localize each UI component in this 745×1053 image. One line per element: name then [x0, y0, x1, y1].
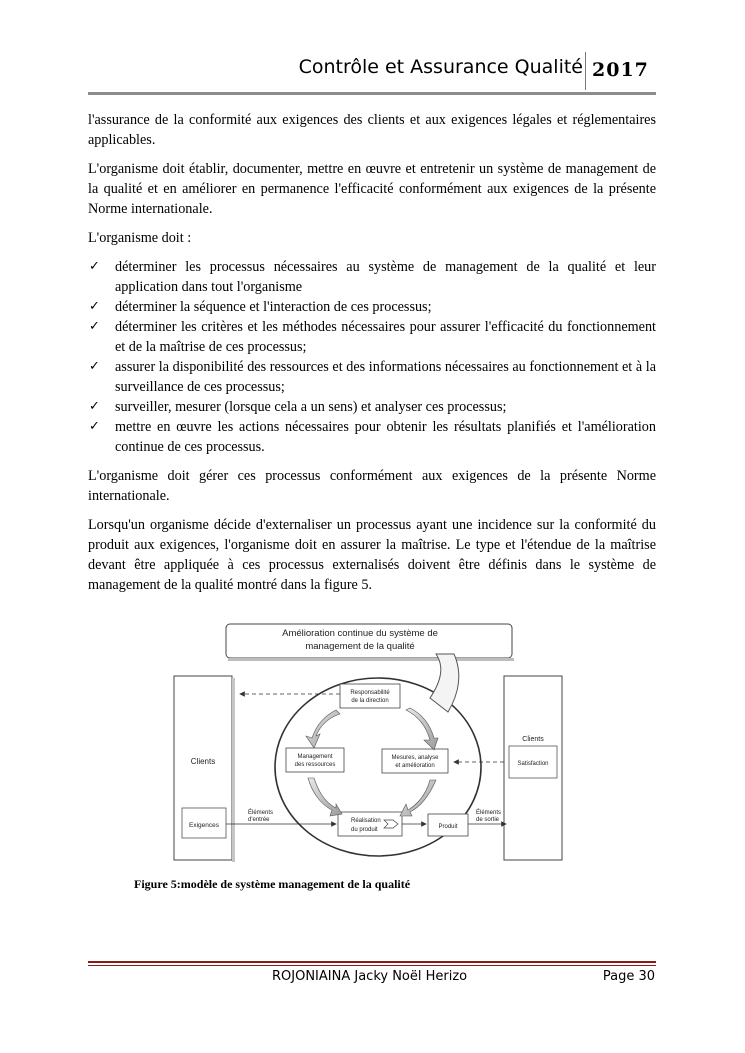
footer-rule — [88, 965, 656, 966]
right-clients-box — [504, 676, 562, 860]
mesures-line2: et amélioration — [395, 763, 435, 769]
improvement-title-line2: management de la qualité — [305, 641, 415, 652]
sortie-line1: Éléments — [476, 810, 502, 816]
list-item — [88, 397, 656, 417]
bullet-list — [88, 257, 656, 457]
left-clients-box — [174, 676, 235, 862]
produit-box — [428, 814, 468, 836]
management-box — [286, 748, 344, 772]
checkmark-icon: ✓ — [89, 359, 100, 374]
mesures-box — [382, 749, 448, 773]
checkmark-icon: ✓ — [89, 319, 100, 334]
list-item — [88, 297, 656, 317]
checkmark-icon: ✓ — [89, 419, 100, 434]
list-item — [88, 417, 656, 457]
list-item-text: mettre en œuvre les actions nécessaires pour obtenir les résultats planifiés et l'amélioration continue de ces processus. — [115, 419, 656, 455]
list-item — [88, 317, 656, 357]
page-number: Page 30 — [602, 969, 655, 984]
realisation-box — [338, 812, 402, 836]
paragraph: L'organisme doit : — [88, 230, 192, 246]
right-clients-label: Clients — [522, 736, 544, 743]
entree-line2: d'entrée — [248, 817, 270, 823]
paragraph: Lorsqu'un organisme décide d'externaliser un processus ayant une incidence sur la conformité du produit aux exigences, l'organisme doit en assurer la maîtrise. Le type et l'étendue de la maîtrise devant être appliquée à ces processus externalisés doivent être définis dans le système de management de la qualité montré dans la figure 5. — [88, 517, 656, 593]
satisfaction-label: Satisfaction — [517, 761, 549, 767]
management-line1: Management — [297, 754, 333, 760]
entree-line1: Éléments — [248, 810, 274, 816]
header-rule — [88, 92, 656, 95]
left-clients-label: Clients — [190, 757, 216, 766]
paragraph: L'organisme doit gérer ces processus conformément aux exigences de la présente Norme internationale. — [88, 468, 656, 504]
footer-rule — [88, 961, 656, 963]
qms-process-diagram — [160, 618, 549, 862]
header-title: Contrôle et Assurance Qualité — [298, 56, 583, 78]
list-item — [88, 357, 656, 397]
list-item-text: surveiller, mesurer (lorsque cela a un sens) et analyser ces processus; — [115, 399, 507, 415]
checkmark-icon: ✓ — [89, 399, 100, 414]
header-separator — [585, 52, 586, 90]
realisation-line2: du produit — [351, 827, 378, 833]
management-line2: des ressources — [294, 762, 336, 768]
continuous-improvement-box — [226, 624, 514, 661]
header-year: 2017 — [592, 59, 649, 81]
document-body — [88, 110, 656, 604]
list-item-text: déterminer les processus nécessaires au système de management de la qualité et leur application dans tout l'organisme — [115, 259, 656, 295]
responsabilite-line1: Responsabilité — [350, 690, 390, 696]
responsabilite-line2: de la direction — [351, 698, 389, 704]
list-item — [88, 257, 656, 297]
checkmark-icon: ✓ — [89, 259, 100, 274]
paragraph: L'organisme doit établir, documenter, mettre en œuvre et entretenir un système de management de la qualité et en améliorer en permanence l'efficacité conformément aux exigences de la présente Norme internationale. — [88, 161, 656, 217]
exigences-label: Exigences — [189, 822, 219, 829]
mesures-line1: Mesures, analyse — [391, 755, 439, 761]
list-item-text: assurer la disponibilité des ressources et des informations nécessaires au fonctionnement et à la surveillance de ces processus; — [115, 359, 656, 395]
sortie-line2: de sortie — [476, 817, 500, 823]
footer-author: ROJONIAINA Jacky Noël Herizo — [272, 969, 468, 984]
paragraph: l'assurance de la conformité aux exigences des clients et aux exigences légales et réglementaires applicables. — [88, 112, 656, 148]
list-item-text: déterminer les critères et les méthodes nécessaires pour assurer l'efficacité du fonctionnement et de la maîtrise de ces processus; — [115, 319, 656, 355]
checkmark-icon: ✓ — [89, 299, 100, 314]
list-item-text: déterminer la séquence et l'interaction de ces processus; — [115, 299, 432, 315]
responsabilite-box — [340, 684, 400, 708]
improvement-title-line1: Amélioration continue du système de — [282, 628, 438, 639]
realisation-line1: Réalisation — [351, 818, 381, 824]
produit-label: Produit — [438, 824, 458, 830]
figure-caption: Figure 5:modèle de système management de la qualité — [134, 877, 411, 891]
